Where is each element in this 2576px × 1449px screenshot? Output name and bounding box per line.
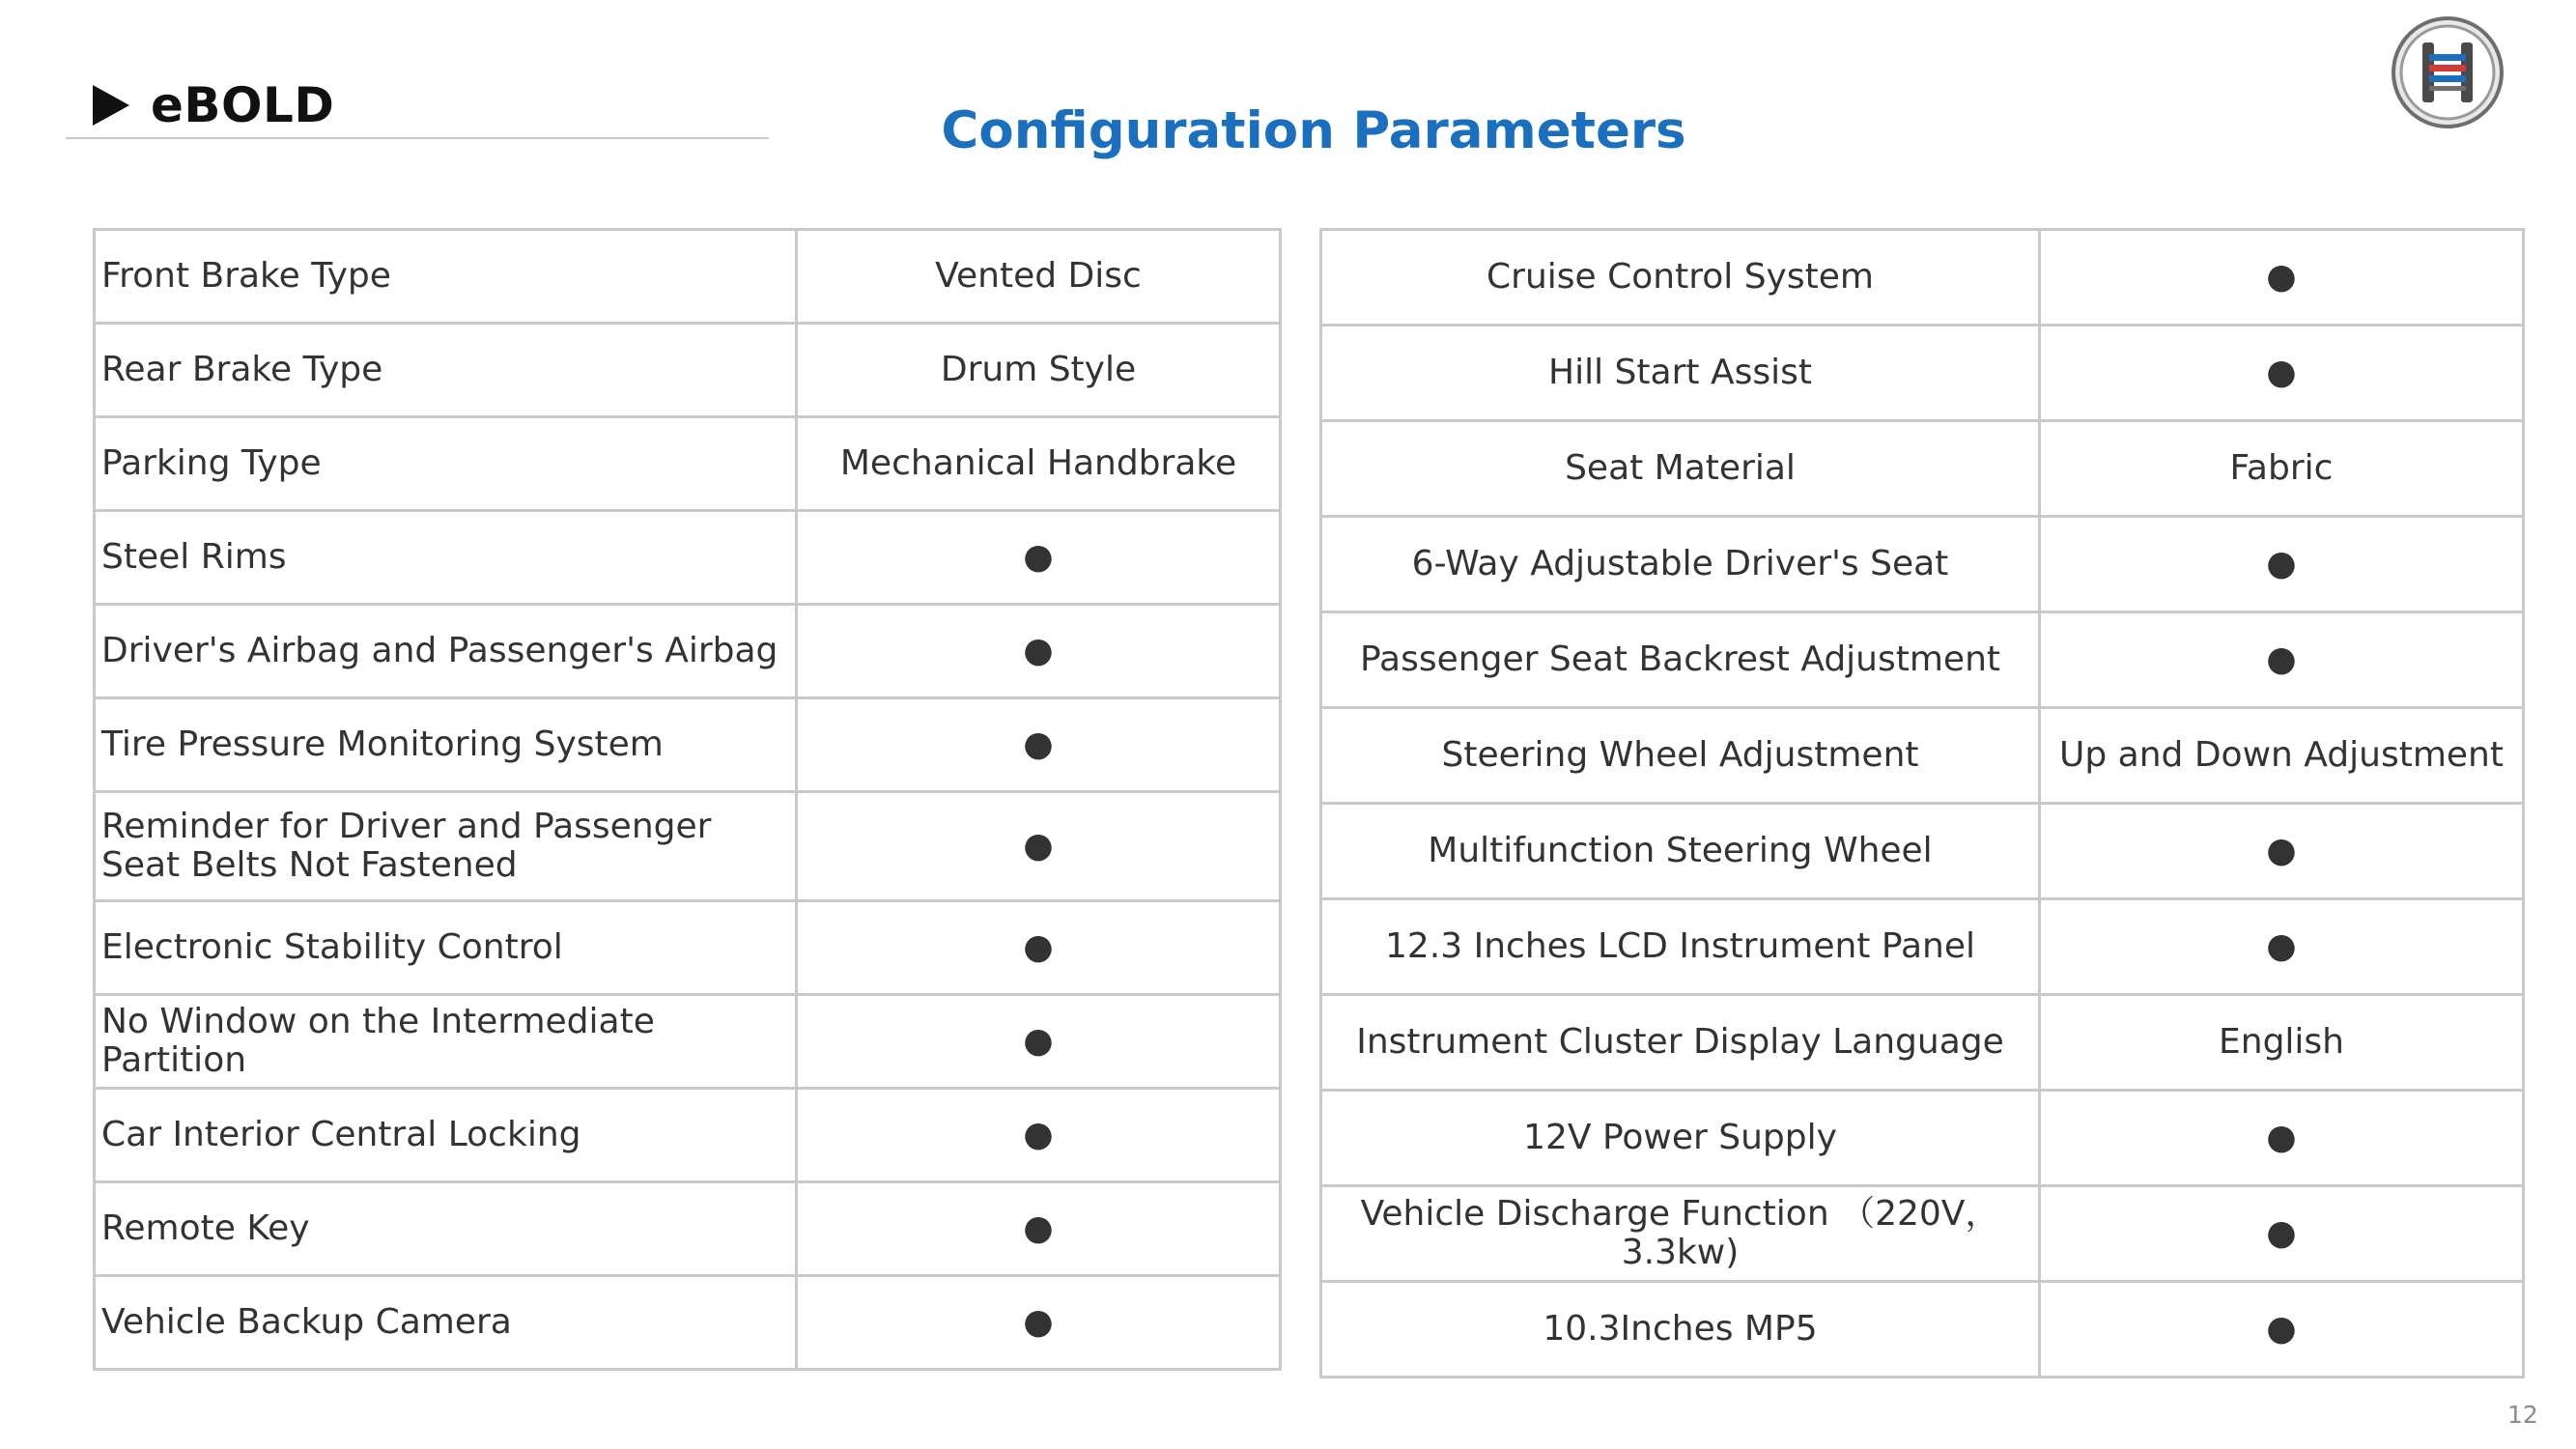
spec-name-cell: Steel Rims (95, 511, 797, 605)
spec-name-cell: 12V Power Supply (1321, 1091, 2040, 1186)
spec-name-cell: Car Interior Central Locking (95, 1089, 797, 1182)
table-row (95, 1182, 1281, 1276)
spec-value-cell: ● (2040, 230, 2524, 326)
spec-name-cell: Hill Start Assist (1321, 326, 2040, 421)
table-row (95, 1276, 1281, 1370)
spec-name-cell: 6-Way Adjustable Driver's Seat (1321, 517, 2040, 612)
spec-value-cell: ● (797, 901, 1281, 995)
spec-table-left (93, 228, 1282, 1371)
spec-value-cell: ● (797, 1089, 1281, 1182)
spec-value-cell: ● (797, 605, 1281, 698)
table-row (95, 995, 1281, 1089)
spec-value-cell: Up and Down Adjustment (2040, 708, 2524, 804)
brand-name: eBOLD (151, 77, 335, 133)
spec-value-cell: ● (2040, 899, 2524, 995)
table-row (1321, 612, 2524, 708)
spec-name-cell: 10.3Inches MP5 (1321, 1282, 2040, 1378)
spec-name-cell: Front Brake Type (95, 230, 797, 324)
spec-value-cell: ● (2040, 804, 2524, 899)
spec-name-cell: Driver's Airbag and Passenger's Airbag (95, 605, 797, 698)
spec-value-cell: Fabric (2040, 421, 2524, 517)
table-row (1321, 708, 2524, 804)
spec-value-cell: ● (797, 1182, 1281, 1276)
table-row (1321, 899, 2524, 995)
spec-value-cell: ● (2040, 1282, 2524, 1378)
brand-emblem-icon (2391, 15, 2505, 129)
spec-value-cell: ● (797, 1276, 1281, 1370)
table-row (1321, 1186, 2524, 1282)
spec-value-cell: ● (2040, 326, 2524, 421)
table-row (95, 324, 1281, 417)
spec-name-cell: Reminder for Driver and Passenger Seat Belts Not Fastened (95, 792, 797, 901)
spec-value-cell: ● (2040, 1186, 2524, 1282)
table-row (1321, 1282, 2524, 1378)
spec-table-right (1319, 228, 2525, 1378)
spec-value-cell: ● (2040, 517, 2524, 612)
spec-value-cell: ● (2040, 612, 2524, 708)
spec-name-cell: No Window on the Intermediate Partition (95, 995, 797, 1089)
table-row (95, 901, 1281, 995)
spec-name-cell: Seat Material (1321, 421, 2040, 517)
table-row (95, 511, 1281, 605)
page-title: Configuration Parameters (941, 101, 1686, 160)
spec-name-cell: Steering Wheel Adjustment (1321, 708, 2040, 804)
table-row (95, 230, 1281, 324)
spec-name-cell: Multifunction Steering Wheel (1321, 804, 2040, 899)
table-row (1321, 995, 2524, 1091)
spec-name-cell: Remote Key (95, 1182, 797, 1276)
spec-name-cell: Cruise Control System (1321, 230, 2040, 326)
table-row (1321, 517, 2524, 612)
spec-name-cell: Instrument Cluster Display Language (1321, 995, 2040, 1091)
table-row (1321, 421, 2524, 517)
table-row (1321, 1091, 2524, 1186)
table-row (95, 792, 1281, 901)
spec-value-cell: ● (797, 792, 1281, 901)
spec-name-cell: Vehicle Backup Camera (95, 1276, 797, 1370)
table-row (95, 417, 1281, 511)
spec-value-cell: ● (797, 511, 1281, 605)
table-row (95, 605, 1281, 698)
spec-name-cell: Tire Pressure Monitoring System (95, 698, 797, 792)
spec-value-cell: Mechanical Handbrake (797, 417, 1281, 511)
spec-name-cell: Passenger Seat Backrest Adjustment (1321, 612, 2040, 708)
spec-name-cell: Parking Type (95, 417, 797, 511)
spec-value-cell: ● (2040, 1091, 2524, 1186)
spec-value-cell: Drum Style (797, 324, 1281, 417)
table-row (1321, 326, 2524, 421)
table-row (95, 698, 1281, 792)
page-number: 12 (2507, 1401, 2538, 1429)
spec-name-cell: Vehicle Discharge Function （220V，3.3kw) (1321, 1186, 2040, 1282)
spec-value-cell: English (2040, 995, 2524, 1091)
spec-value-cell: Vented Disc (797, 230, 1281, 324)
table-row (1321, 804, 2524, 899)
spec-name-cell: 12.3 Inches LCD Instrument Panel (1321, 899, 2040, 995)
table-row (1321, 230, 2524, 326)
spec-value-cell: ● (797, 995, 1281, 1089)
table-row (95, 1089, 1281, 1182)
spec-value-cell: ● (797, 698, 1281, 792)
spec-name-cell: Rear Brake Type (95, 324, 797, 417)
spec-name-cell: Electronic Stability Control (95, 901, 797, 995)
